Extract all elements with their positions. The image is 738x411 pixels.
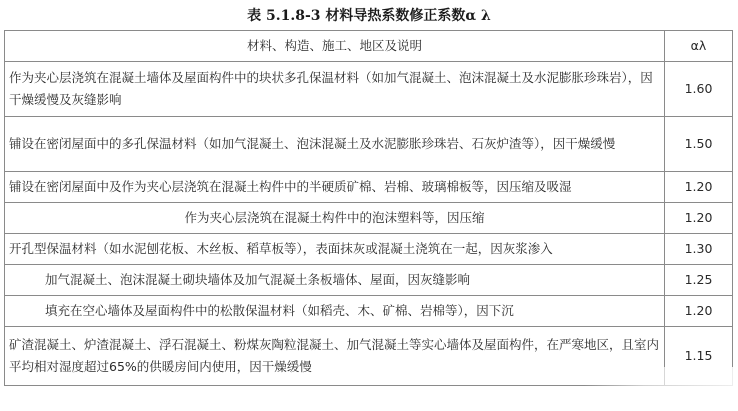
row-description: 铺设在密闭屋面中的多孔保温材料（如加气混凝土、泡沫混凝土及水泥膨胀珍珠岩、石灰炉渣等），因干燥缓慢 [5, 117, 665, 172]
row-description: 加气混凝土、泡沫混凝土砌块墙体及加气混凝土条板墙体、屋面，因灰缝影响 [5, 265, 665, 296]
row-description: 填充在空心墙体及屋面构件中的松散保温材料（如稻壳、木、矿棉、岩棉等），因下沉 [5, 296, 665, 327]
table-row [5, 265, 733, 296]
row-coefficient: 1.25 [665, 265, 733, 296]
correction-coefficient-table [4, 30, 733, 386]
header-description: 材料、构造、施工、地区及说明 [5, 31, 665, 62]
table-row [5, 203, 733, 234]
table-title: 表 5.1.8-3 材料导热系数修正系数α λ [247, 8, 491, 24]
row-description: 作为夹心层浇筑在混凝土墙体及屋面构件中的块状多孔保温材料（如加气混凝土、泡沫混凝土及水泥膨胀珍珠岩），因干燥缓慢及灰缝影响 [5, 62, 665, 117]
row-description: 矿渣混凝土、炉渣混凝土、浮石混凝土、粉煤灰陶粒混凝土、加气混凝土等实心墙体及屋面构件，在严寒地区，且室内平均相对湿度超过65%的供暖房间内使用，因干燥缓慢 [5, 327, 665, 386]
row-coefficient: 1.20 [665, 203, 733, 234]
table-row [5, 234, 733, 265]
header-coefficient: αλ [665, 31, 733, 62]
row-coefficient: 1.60 [665, 62, 733, 117]
table-row [5, 117, 733, 172]
table-row [5, 296, 733, 327]
table-header-row [5, 31, 733, 62]
row-coefficient: 1.15 [665, 327, 733, 386]
watermark-overlay [584, 367, 734, 401]
row-coefficient: 1.50 [665, 117, 733, 172]
row-coefficient: 1.20 [665, 172, 733, 203]
row-description: 铺设在密闭屋面中及作为夹心层浇筑在混凝土构件中的半硬质矿棉、岩棉、玻璃棉板等，因压缩及吸湿 [5, 172, 665, 203]
row-coefficient: 1.20 [665, 296, 733, 327]
table-row [5, 62, 733, 117]
row-description: 作为夹心层浇筑在混凝土构件中的泡沫塑料等，因压缩 [5, 203, 665, 234]
row-coefficient: 1.30 [665, 234, 733, 265]
table-row [5, 172, 733, 203]
row-description: 开孔型保温材料（如水泥刨花板、木丝板、稻草板等），表面抹灰或混凝土浇筑在一起，因灰浆渗入 [5, 234, 665, 265]
